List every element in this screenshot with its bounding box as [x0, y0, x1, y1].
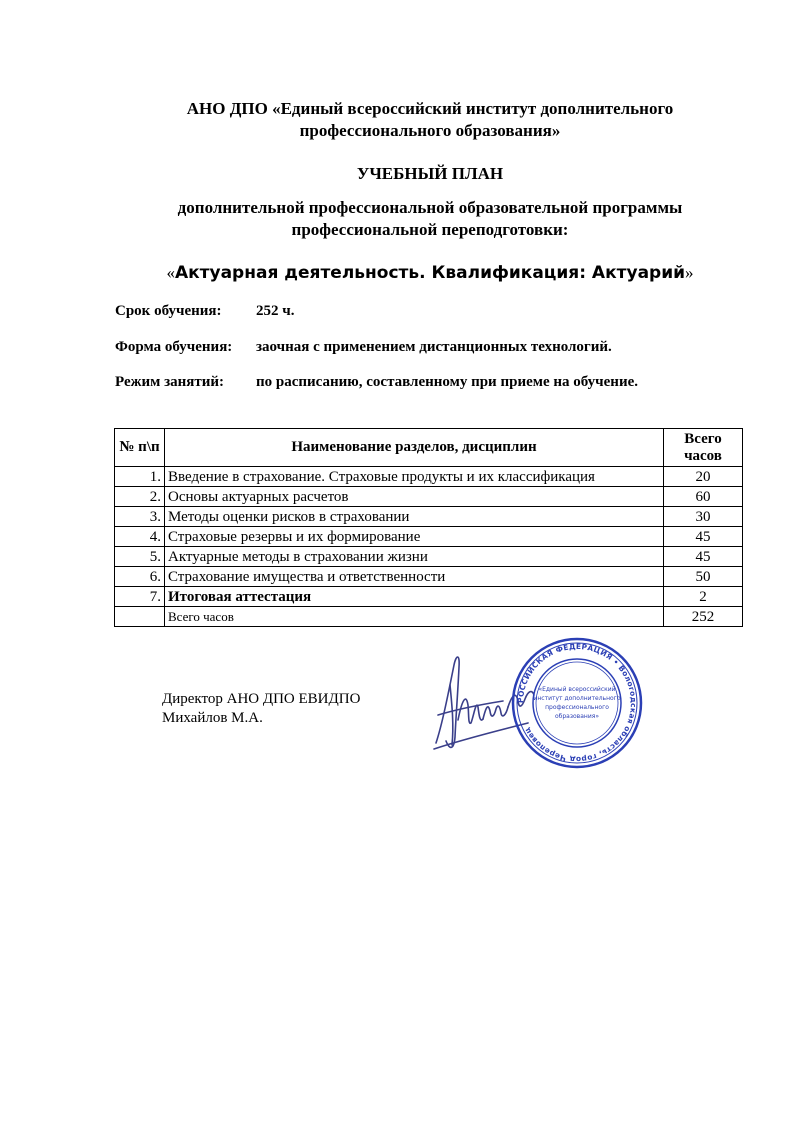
org-line-2: профессионального образования» [299, 121, 561, 140]
meta-schedule [115, 372, 638, 392]
official-seal [510, 636, 644, 770]
program-line-1: дополнительной профессиональной образовательной программы [177, 198, 683, 217]
row-name: Методы оценки рисков в страховании [165, 507, 664, 527]
course-name: Актуарная деятельность. Квалификация: Актуарий [174, 263, 686, 283]
table-header-row [115, 429, 743, 467]
row-num: 2. [115, 487, 165, 507]
course-quote-open: « [166, 263, 175, 282]
row-name: Итоговая аттестация [165, 587, 664, 607]
row-hours: 50 [664, 567, 743, 587]
row-name: Введение в страхование. Страховые продукты и их классификация [165, 467, 664, 487]
stamp-inner-line-2: институт дополнительного [533, 695, 621, 702]
row-hours: 30 [664, 507, 743, 527]
director-name: Михайлов М.А. [162, 710, 263, 726]
meta-duration [115, 301, 294, 321]
stamp-outer-text: РОССИЙСКАЯ ФЕДЕРАЦИЯ • Вологодская область, город Череповец [515, 641, 639, 765]
meta-form [115, 337, 612, 357]
program-line-2: профессиональной переподготовки: [291, 220, 569, 239]
meta-duration-label: Срок обучения: [115, 303, 222, 319]
row-hours: 45 [664, 547, 743, 567]
row-num: 1. [115, 467, 165, 487]
table-row [115, 487, 743, 507]
table-row [115, 527, 743, 547]
meta-form-value: заочная с применением дистанционных технологий. [256, 339, 612, 355]
header-hours [664, 429, 743, 467]
table-row [115, 567, 743, 587]
total-num-empty [115, 607, 165, 627]
row-hours: 45 [664, 527, 743, 547]
row-hours: 2 [664, 587, 743, 607]
header-hours-line-2: часов [684, 447, 722, 464]
table-row [115, 547, 743, 567]
row-name: Страховые резервы и их формирование [165, 527, 664, 547]
program-title [100, 197, 760, 241]
curriculum-table [114, 428, 743, 627]
meta-schedule-label: Режим занятий: [115, 374, 225, 390]
row-name: Актуарные методы в страховании жизни [165, 547, 664, 567]
total-label: Всего часов [165, 607, 664, 627]
row-num: 6. [115, 567, 165, 587]
row-num: 4. [115, 527, 165, 547]
meta-form-label: Форма обучения: [115, 339, 233, 355]
row-num: 3. [115, 507, 165, 527]
meta-schedule-value: по расписанию, составленному при приеме на обучение. [256, 374, 638, 390]
meta-duration-value: 252 ч. [256, 303, 295, 319]
course-title [100, 262, 760, 284]
header-num: № п\п [115, 429, 165, 467]
total-hours: 252 [664, 607, 743, 627]
director-signature-block [162, 690, 360, 728]
row-num: 5. [115, 547, 165, 567]
plan-title: УЧЕБНЫЙ ПЛАН [356, 164, 504, 183]
course-quote-close: » [685, 263, 694, 282]
row-name: Основы актуарных расчетов [165, 487, 664, 507]
stamp-inner-line-4: образования» [554, 713, 600, 720]
row-name: Страхование имущества и ответственности [165, 567, 664, 587]
row-num: 7. [115, 587, 165, 607]
stamp-inner-line-3: профессионального [545, 704, 609, 711]
stamp-inner-line-1: «Единый всероссийский [538, 686, 616, 693]
header-name: Наименование разделов, дисциплин [165, 429, 664, 467]
header-hours-line-1: Всего [684, 430, 722, 447]
table-row [115, 507, 743, 527]
organization-title [100, 98, 760, 142]
table-total-row [115, 607, 743, 627]
table-row [115, 587, 743, 607]
director-title: Директор АНО ДПО ЕВИДПО [162, 691, 361, 707]
row-hours: 20 [664, 467, 743, 487]
row-hours: 60 [664, 487, 743, 507]
org-line-1: АНО ДПО «Единый всероссийский институт дополнительного [186, 99, 674, 118]
table-row [115, 467, 743, 487]
